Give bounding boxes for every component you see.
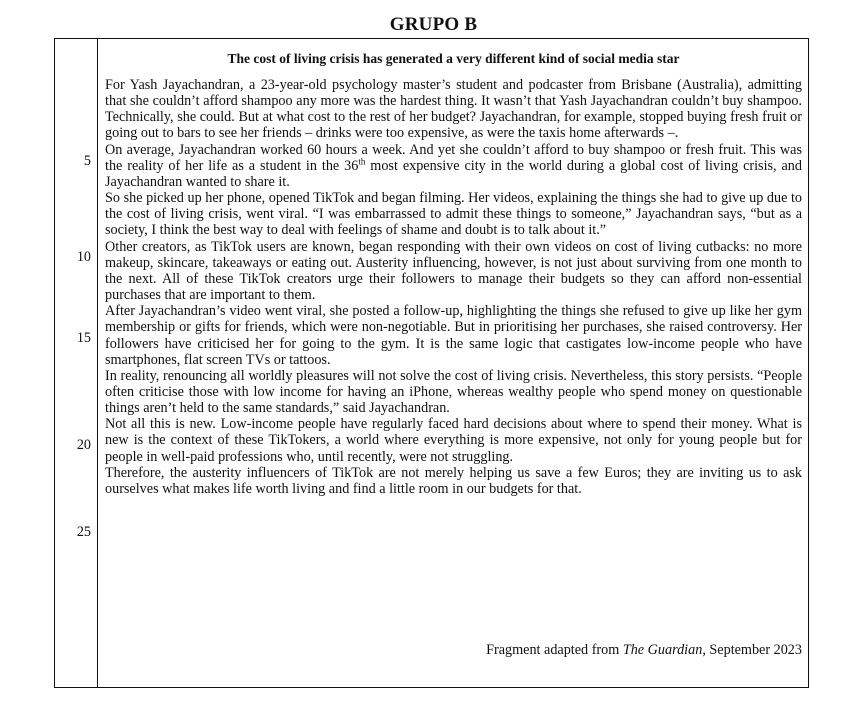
line-number-20: 20 [76,437,91,453]
paragraph-4: Other creators, as TikTok users are known, began responding with their own videos on cost of living cutbacks: no more makeup, skincare, takeaways or eating out. Austerity influencing, however, is not just about surviving from one month to the next. All of these TikTok creators urge their followers to manage their budgets so they can afford non-essential purchases that are important to them. [105,238,802,304]
paragraph-2 [105,142,802,190]
paragraph-7: Not all this is new. Low-income people have regularly faced hard decisions about where to spend their money. What is new is the context of these TikTokers, a world where everything is more expensive, not only for young people but for people in well-paid professions who, until recently, were not struggling. [105,416,802,465]
paragraph-2-text-before: On average, Jayachandran worked 60 hours a week. And yet she couldn’t afford to buy shampoo or fresh fruit. This was the reality of her life as a student in the 36 [105,141,802,174]
source-publication: The Guardian [622,642,703,658]
paragraph-1: For Yash Jayachandran, a 23-year-old psychology master’s student and podcaster from Brisbane (Australia), admitting that she couldn’t afford shampoo any more was the hardest thing. It wasn’t that Yash Jayachandran couldn’t buy shampoo. Technically, she could. But at what cost to the rest of her budget? Jayachandran, for example, stopped buying fresh fruit or going out to bars to see her friends – drinks were too expensive, as were the taxis home afterwards –. [105,77,802,142]
line-number-15: 15 [76,330,91,346]
ordinal-suffix: th [358,156,366,167]
page-title: GRUPO B [389,14,478,35]
paragraph-2-text-after: most expensive city in the world during a global cost of living crisis, and Jayachandran wanted to share it. [105,157,802,190]
paragraph-3: So she picked up her phone, opened TikTok and began filming. Her videos, explaining the things she had to give up due to the cost of living crisis, went viral. “I was embarrassed to admit these things to someone,” Jayachandran says, “but as a society, I think the best way to deal with feelings of shame and doubt is to talk about it.” [105,190,802,239]
line-number-5: 5 [83,153,91,169]
line-number-gutter [55,39,98,687]
source-prefix: Fragment adapted from [486,642,623,658]
source-suffix: , September 2023 [702,642,802,658]
source-citation [486,642,802,658]
line-number-10: 10 [76,249,91,265]
article-body [105,77,802,497]
text-frame [54,38,809,688]
paragraph-5: After Jayachandran’s video went viral, she posted a follow-up, highlighting the things she refused to give up like her gym membership or gifts for friends, which were non-negotiable. But in prioritising her purchases, she raised controversy. Her followers have criticised her for going to the gym. It is the same logic that castigates low-income people who have smartphones, flat screen TVs or tattoos. [105,303,802,368]
article-title: The cost of living crisis has generated a very different kind of social media star [227,51,680,66]
line-number-25: 25 [76,524,91,540]
paragraph-6: In reality, renouncing all worldly pleasures will not solve the cost of living crisis. Nevertheless, this story persists. “People often criticise those with low income for having an iPhone, whereas wealthy people who spend money on questionable things aren’t held to the same standards,” said Jayachandran. [105,367,802,417]
paragraph-8: Therefore, the austerity influencers of TikTok are not merely helping us save a few Euros; they are inviting us to ask ourselves what makes life worth living and find a little room in our budgets for that. [105,464,802,497]
